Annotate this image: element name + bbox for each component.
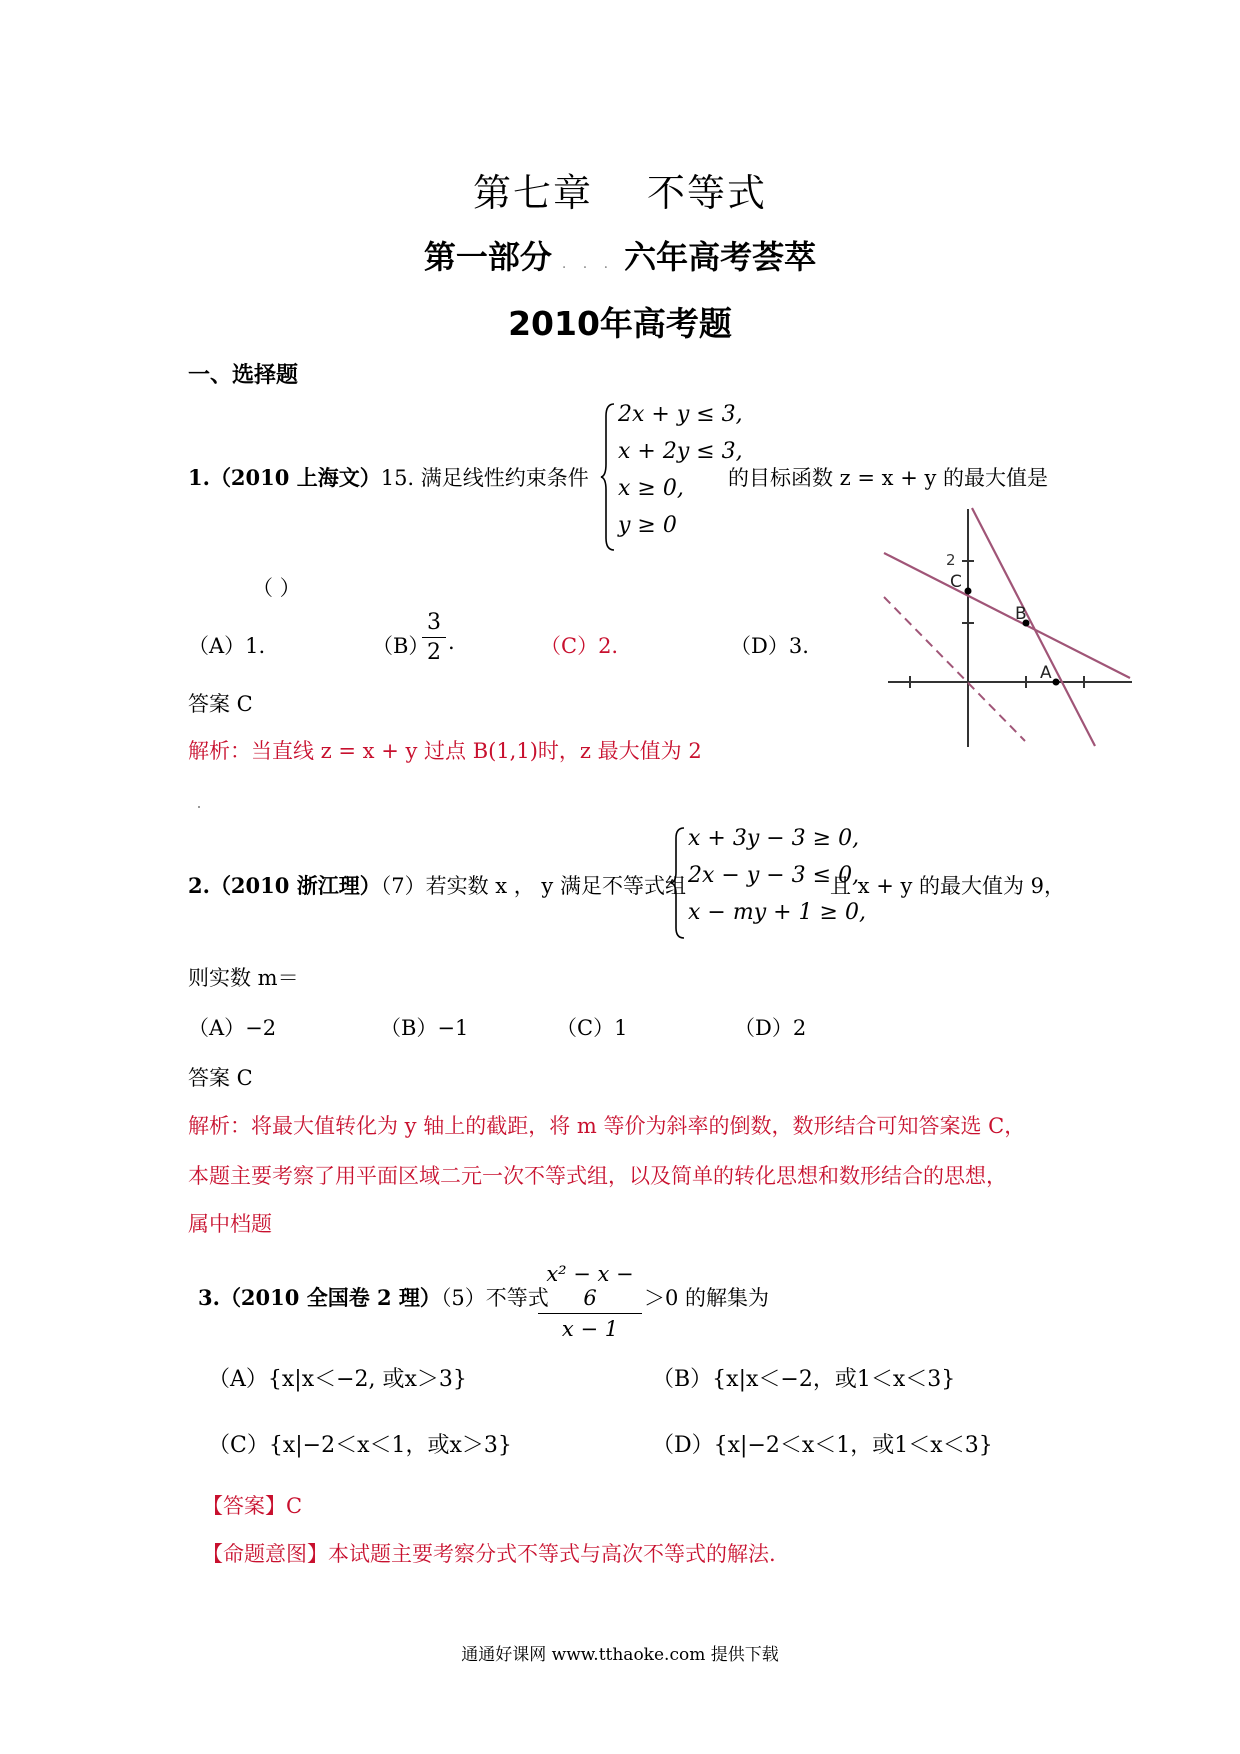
q2-constraint-1: x + 3y − 3 ≥ 0, <box>688 826 860 851</box>
q1-stem-suffix: 的目标函数 z = x + y 的最大值是 <box>728 466 1049 490</box>
q1-option-d: （D）3. <box>730 634 809 658</box>
q1-option-b <box>372 630 429 660</box>
label-b: B <box>1015 604 1027 624</box>
q1-option-b-numerator: 3 <box>427 610 441 635</box>
point-c <box>965 588 972 595</box>
q1-stem-prefix: 15. 满足线性约束条件 <box>380 466 589 490</box>
q2-option-d: （D）2 <box>734 1016 807 1040</box>
q2-constraint-2: 2x − y − 3 ≤ 0, <box>688 863 860 888</box>
section-heading: 一、选择题 <box>188 363 299 388</box>
q1-number: 1. <box>188 465 210 490</box>
q3-fraction-numerator: x² − x − 6 <box>546 1262 634 1310</box>
part-topic: 六年高考荟萃 <box>624 238 817 276</box>
q1-constraint-3: x ≥ 0, <box>618 476 684 501</box>
q3-option-b: （B）{x|x＜−2，或1＜x＜3} <box>652 1367 956 1392</box>
q2-option-a: （A）−2 <box>188 1016 277 1040</box>
q1-option-b-fraction <box>422 610 446 665</box>
part-label: 第一部分 <box>423 238 552 276</box>
fraction-bar <box>538 1313 642 1314</box>
q1-option-b-denominator: 2 <box>427 640 441 665</box>
q3-intent: 【命题意图】本试题主要考察分式不等式与高次不等式的解法. <box>202 1542 776 1566</box>
q2-brace-icon <box>670 826 686 940</box>
q3-number: 3. <box>198 1285 220 1310</box>
q3-stem <box>198 1282 549 1312</box>
q2-option-c: （C）1 <box>556 1016 628 1040</box>
q2-analysis-line-3: 属中档题 <box>188 1212 272 1236</box>
chapter-title <box>0 162 1240 217</box>
q2-stem-prefix: （7）若实数 x ， y 满足不等式组 <box>380 874 686 898</box>
q3-stem-suffix: ＞0 的解集为 <box>644 1286 770 1310</box>
q3-source: （2010 全国卷 2 理） <box>219 1285 441 1310</box>
q2-stem-line2: 则实数 m＝ <box>188 966 299 990</box>
q1-answer: 答案 C <box>188 692 253 716</box>
line-2x-plus-y-eq-3 <box>972 508 1095 746</box>
q1-constraint-4: y ≥ 0 <box>618 513 677 538</box>
q1-analysis: 解析：当直线 z = x + y 过点 B(1,1)时，z 最大值为 2 <box>188 739 702 763</box>
q3-option-c: （C）{x|−2＜x＜1，或x＞3} <box>208 1433 512 1458</box>
year-title: 2010年高考题 <box>508 304 732 343</box>
q1-option-a: （A）1. <box>188 634 266 658</box>
q3-fraction-denominator: x − 1 <box>561 1317 619 1341</box>
point-a <box>1053 679 1060 686</box>
part-separator: . . . <box>561 256 615 272</box>
fraction-bar <box>422 637 446 638</box>
q1-constraint-1: 2x + y ≤ 3, <box>618 402 743 427</box>
q1-brace-icon <box>600 402 616 552</box>
q3-option-d: （D）{x|−2＜x＜1，或1＜x＜3} <box>652 1433 993 1458</box>
line-x-plus-2y-eq-3 <box>884 553 1130 678</box>
q1-constraint-system <box>600 402 743 552</box>
q3-fraction <box>538 1262 642 1341</box>
q2-constraint-3: x − my + 1 ≥ 0, <box>688 900 866 925</box>
q1-option-c: （C）2. <box>540 634 619 658</box>
objective-line-dashed <box>884 597 1025 741</box>
chapter-topic: 不等式 <box>647 171 768 215</box>
q1-option-b-label: （B） <box>372 634 430 658</box>
q3-option-a: （A）{x|x＜−2, 或x＞3} <box>208 1367 467 1392</box>
q2-answer: 答案 C <box>188 1066 253 1090</box>
q2-number: 2. <box>188 873 210 898</box>
y-label-2: 2 <box>946 551 956 569</box>
q2-constraint-system <box>670 826 866 941</box>
q1-blank: （ ） <box>252 576 301 600</box>
q3-answer: 【答案】C <box>202 1494 303 1518</box>
q1-option-b-suffix: . <box>448 630 455 654</box>
stray-dot <box>198 806 200 808</box>
label-a: A <box>1040 663 1052 683</box>
q1-source: （2010 上海文） <box>209 465 381 490</box>
q2-analysis-line-1: 解析：将最大值转化为 y 轴上的截距，将 m 等价为斜率的倒数，数形结合可知答案选 C， <box>188 1114 1026 1138</box>
label-c: C <box>950 572 962 592</box>
q2-source: （2010 浙江理） <box>209 873 381 898</box>
q1-stem <box>188 462 589 492</box>
q2-stem <box>188 870 686 900</box>
q1-feasible-region-figure <box>880 505 1140 750</box>
q1-constraint-2: x + 2y ≤ 3, <box>618 439 743 464</box>
q2-stem-suffix: 且 x + y 的最大值为 9， <box>830 874 1066 898</box>
chapter-number: 第七章 <box>472 171 593 215</box>
q3-stem-prefix: （5）不等式 <box>440 1286 549 1310</box>
q2-analysis-line-2: 本题主要考察了用平面区域二元一次不等式组，以及简单的转化思想和数形结合的思想， <box>188 1164 1007 1188</box>
footer-credit: 通通好课网 www.tthaoke.com 提供下载 <box>461 1645 779 1665</box>
q2-option-b: （B）−1 <box>380 1016 469 1040</box>
part-title <box>0 232 1240 278</box>
